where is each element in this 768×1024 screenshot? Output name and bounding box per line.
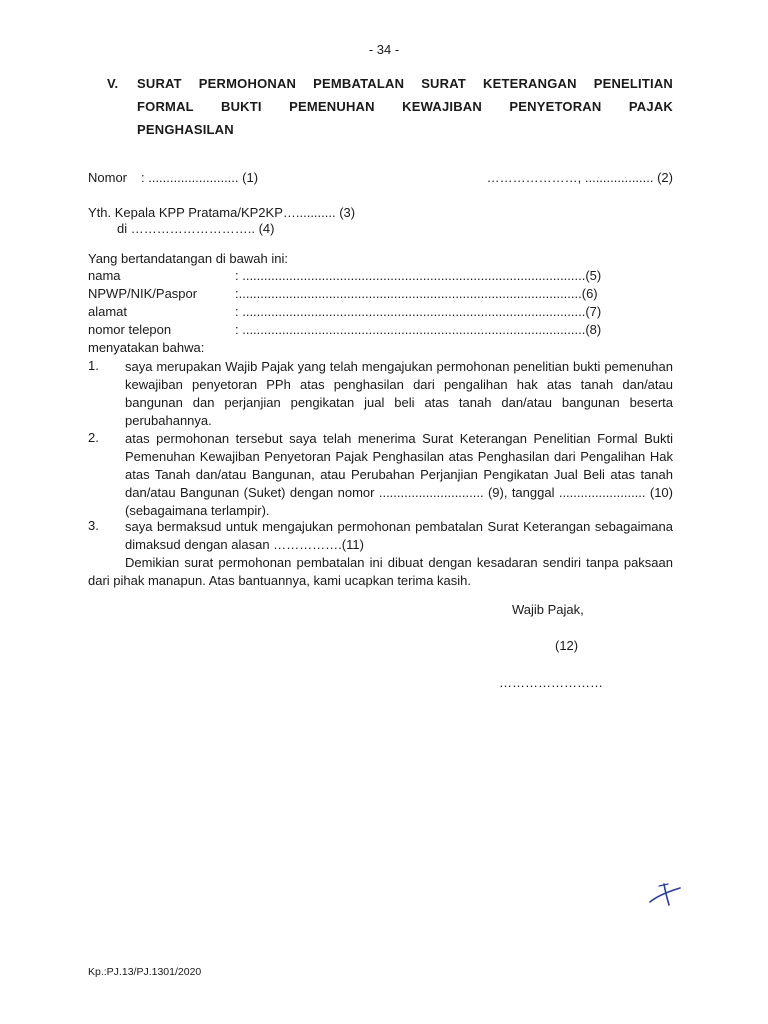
signature-role: Wajib Pajak, — [512, 602, 584, 617]
list-number-2: 2. — [88, 430, 99, 445]
field-label-telepon: nomor telepon — [88, 322, 172, 337]
nomor-value: : ......................... (1) — [141, 170, 259, 185]
recipient-line-1: Yth. Kepala KPP Pratama/KP2KP…........... (3) — [88, 205, 356, 220]
page-number: - 34 - — [368, 42, 400, 57]
statement-intro: menyatakan bahwa: — [88, 340, 205, 355]
list-number-3: 3. — [88, 518, 99, 533]
recipient-line-2: di ……………………….. (4) — [117, 221, 275, 236]
field-label-npwp: NPWP/NIK/Paspor — [88, 286, 198, 301]
closing-paragraph: Demikian surat permohonan pembatalan ini dibuat dengan kesadaran sendiri tanpa paksaan dari pihak manapun. Atas bantuannya, kami ucapkan terima kasih. — [88, 555, 673, 588]
list-item-3: saya bermaksud untuk mengajukan permohonan pembatalan Surat Keterangan sebagaimana dimaksud dengan alasan …………….(11) — [125, 519, 673, 552]
place-date-field: …………………, ................... (2) — [486, 170, 673, 185]
nomor-label: Nomor — [88, 170, 128, 185]
title-line-1: SURAT PERMOHONAN PEMBATALAN SURAT KETERANGAN PENELITIAN — [137, 76, 673, 91]
initial-mark-icon — [647, 880, 683, 911]
footer-reference: Kp.:PJ.13/PJ.1301/2020 — [88, 966, 202, 978]
field-dots-alamat: : ...............................................................................................(7) — [235, 304, 602, 319]
list-item-1: saya merupakan Wajib Pajak yang telah mengajukan permohonan penelitian bukti pemenuhan kewajiban penyetoran PPh atas penghasilan dari pengalihan hak atas tanah dan/atau bangunan dan perjanjian pengikatan jual beli atas tanah dan/atau bangunan beserta perubahannya. — [125, 359, 673, 428]
field-dots-telepon: : ...............................................................................................(8) — [235, 322, 602, 337]
section-number: V. — [107, 76, 119, 91]
field-dots-npwp: :...............................................................................................(6) — [235, 286, 598, 301]
list-number-1: 1. — [88, 358, 99, 373]
signature-code: (12) — [555, 638, 579, 653]
signature-name-line: …………………… — [499, 675, 603, 690]
intro-text: Yang bertandatangan di bawah ini: — [88, 251, 288, 266]
field-label-alamat: alamat — [88, 304, 128, 319]
title-line-2: FORMAL BUKTI PEMENUHAN KEWAJIBAN PENYETORAN PAJAK — [137, 99, 673, 114]
field-label-nama: nama — [88, 268, 121, 283]
title-line-3: PENGHASILAN — [137, 122, 234, 137]
field-dots-nama: : ...............................................................................................(5) — [235, 268, 602, 283]
list-item-2: atas permohonan tersebut saya telah menerima Surat Keterangan Penelitian Formal Bukti Pemenuhan Kewajiban Penyetoran Pajak Penghasilan atas Penghasilan dari Pengalihan Hak atas Tanah dan/atau Bangunan, atau Perubahan Perjanjian Pengikatan Jual Beli atas tanah dan/atau Bangunan (Suket) dengan nomor ............................. (9), tanggal ........................ (10) (sebagaimana terlampir). — [125, 431, 673, 518]
